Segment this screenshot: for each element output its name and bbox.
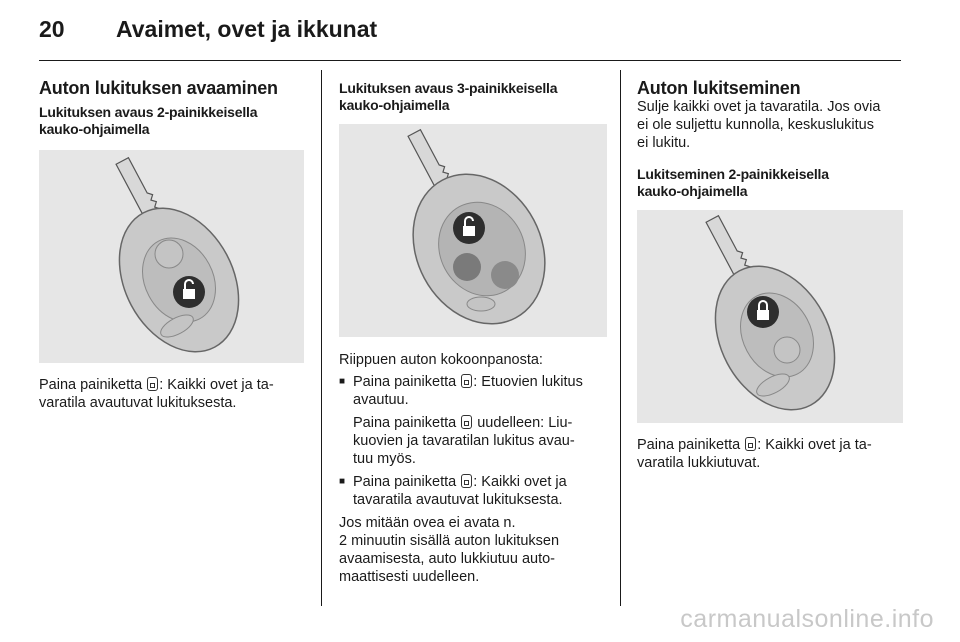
page-number: 20 [39, 16, 65, 42]
unlock-button-icon [461, 374, 472, 388]
section-heading-unlocking: Auton lukituksen avaaminen [39, 78, 278, 98]
paragraph-locking-intro: Sulje kaikki ovet ja tavaratila. Jos ovia ei ole suljettu kunnolla, keskuslukitus ei lukitu. [637, 99, 881, 151]
header-rule [39, 60, 901, 61]
paragraph-lock-2button: Paina painiketta : Kaikki ovet ja ta- varatila lukkiutuvat. [637, 437, 872, 471]
paragraph-unlock-2button: Paina painiketta : Kaikki ovet ja ta- varatila avautuvat lukituksesta. [39, 377, 274, 411]
column-locking [637, 70, 903, 472]
paragraph-intro-3button: Riippuen auton kokoonpanosta: [339, 352, 543, 368]
lock-button-icon [745, 437, 756, 451]
figure-2button-key-unlock [39, 150, 304, 363]
column-unlocking [39, 70, 304, 412]
bullet-marker: ■ [339, 376, 346, 387]
unlock-button-icon [461, 415, 472, 429]
column-divider [321, 70, 322, 606]
bullet-marker: ■ [339, 476, 346, 487]
key-fob-2-button-illustration [39, 150, 304, 363]
key-fob-3-button-illustration [339, 124, 607, 337]
figure-2button-key-lock [637, 210, 903, 423]
watermark: carmanualsonline.info [680, 605, 934, 633]
bullet-item-front-doors: ■ Paina painiketta : Etuovien lukitus avautuu. Paina painiketta uudelleen: Liu- kuovien ja tavaratilan lukitus avau- tuu myös. [339, 374, 583, 467]
figure-3button-key-unlock [339, 124, 607, 337]
unlock-button-icon [147, 377, 158, 391]
subheading-3button-unlock: Lukituksen avaus 3-painikkeisella kauko-ohjaimella [339, 80, 558, 113]
key-fob-2-button-lock-illustration [637, 210, 903, 423]
subheading-2button-lock: Lukitseminen 2-painikkeisella kauko-ohjaimella [637, 166, 829, 199]
column-divider [620, 70, 621, 606]
unlock-button-icon [461, 474, 472, 488]
section-heading-locking: Auton lukitseminen [637, 78, 801, 98]
bullet-item-all-doors: ■ Paina painiketta : Kaikki ovet ja tavaratila avautuvat lukituksesta. [339, 474, 567, 508]
page-title: Avaimet, ovet ja ikkunat [116, 16, 378, 42]
subheading-2button-unlock: Lukituksen avaus 2-painikkeisella kauko-ohjaimella [39, 104, 258, 137]
paragraph-auto-relock: Jos mitään ovea ei avata n. 2 minuutin sisällä auton lukituksen avaamisesta, auto lukkiutuu auto- maattisesti uudelleen. [339, 515, 560, 585]
page-header [0, 0, 960, 62]
column-3button-unlock [339, 70, 607, 586]
